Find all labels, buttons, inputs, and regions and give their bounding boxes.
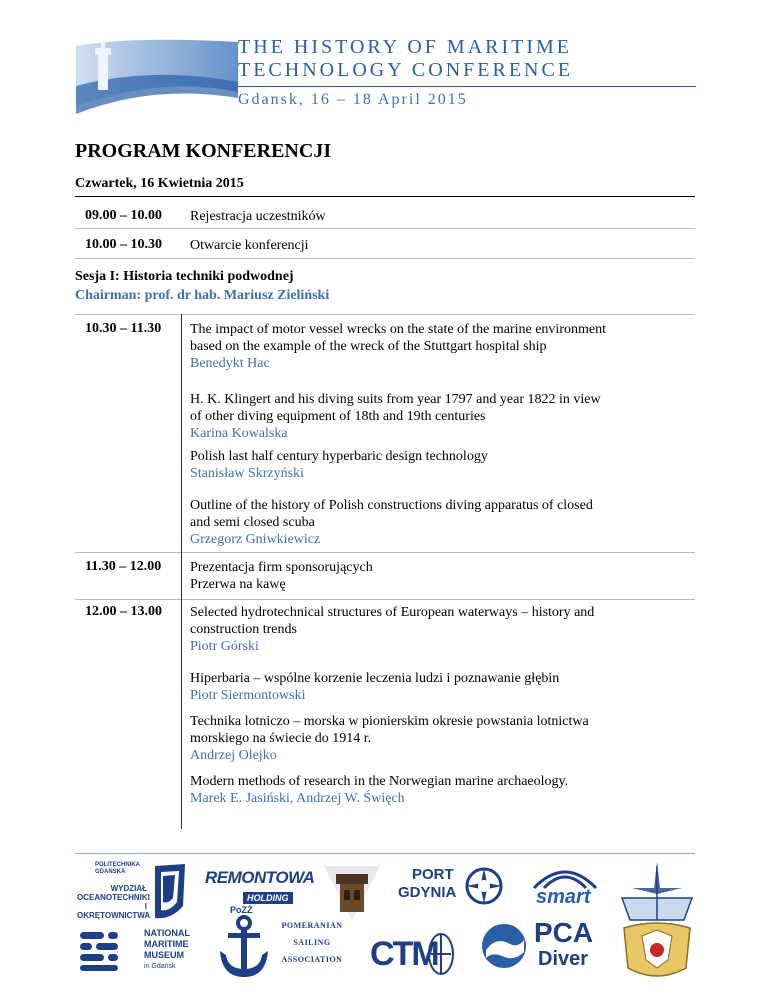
talk-title-line: Outline of the history of Polish constructions diving apparatus of closed (190, 498, 593, 513)
row-divider (75, 258, 695, 259)
talk-author: Piotr Górski (190, 639, 259, 654)
national-maritime-museum-logo (78, 928, 198, 983)
block-vertical-rule (181, 599, 182, 829)
pca-logo-line1: PCA (534, 917, 594, 948)
row-divider (75, 228, 695, 229)
talk-title-line: H. K. Klingert and his diving suits from year 1797 and year 1822 in view (190, 392, 601, 407)
port-logo-line2: GDYNIA (398, 884, 457, 901)
conference-title (238, 36, 573, 82)
session-chairman: Chairman: prof. dr hab. Mariusz Zieliński (75, 288, 330, 303)
conference-logo-icon (72, 36, 240, 118)
pg-shield-icon (153, 862, 187, 922)
port-logo-line1: PORT (412, 866, 454, 883)
talk-title-line: construction trends (190, 622, 297, 637)
talk (190, 713, 690, 764)
conference-title-line1: THE HISTORY OF MARITIME (238, 36, 573, 58)
talk-author: Stanisław Skrzyński (190, 466, 304, 481)
nmm-waves-icon (78, 930, 134, 972)
conference-title-line2: TECHNOLOGY CONFERENCE (238, 59, 574, 81)
talk-title-line: of other diving equipment of 18th and 19th centuries (190, 409, 486, 424)
time-slot: 10.00 – 10.30 (85, 237, 162, 252)
talk (190, 497, 690, 548)
talk-title-line: Technika lotniczo – morska w pionierskim okresie powstania lotnictwa (190, 714, 589, 729)
pomeranian-logo-line1: POMERANIAN (281, 921, 343, 930)
nmm-logo-line2: MARITIME (144, 939, 189, 949)
talk-author: Karina Kowalska (190, 426, 288, 441)
pg-faculty-logo (75, 860, 190, 925)
remontowa-logo-line2: HOLDING (243, 892, 293, 904)
smart-logo (522, 862, 610, 912)
day-title: Czwartek, 16 Kwietnia 2015 (75, 176, 244, 191)
program-title: PROGRAM KONFERENCJI (75, 140, 332, 162)
talk-title-line: Polish last half century hyperbaric design technology (190, 449, 488, 464)
time-slot: 12.00 – 13.00 (85, 604, 162, 619)
agenda-line: Przerwa na kawę (190, 577, 286, 592)
remontowa-logo-line1: REMONTOWA (205, 868, 315, 887)
talk (190, 448, 690, 482)
talk-title-line: Modern methods of research in the Norwegian marine archaeology. (190, 774, 569, 789)
pca-wave-icon (480, 922, 528, 970)
pomeranian-logo-line3: ASSOCIATION (281, 955, 343, 964)
crane-tower-icon (320, 860, 384, 922)
talk-title-line: based on the example of the wreck of the Stuttgart hospital ship (190, 339, 547, 354)
day-divider (75, 196, 695, 197)
talk (190, 604, 690, 655)
agenda-item: Rejestracja uczestników (190, 209, 326, 224)
footer-divider (75, 853, 695, 854)
talk (190, 391, 690, 442)
talk-author: Benedykt Hac (190, 356, 270, 371)
pomeranian-sailing-association-logo (278, 917, 346, 969)
time-slot: 10.30 – 11.30 (85, 321, 162, 336)
talk-author: Andrzej Olejko (190, 748, 277, 763)
pca-logo-line2: Diver (538, 948, 589, 970)
pg-logo-line2: GDAŃSKA (95, 869, 126, 875)
ctm-logo (370, 930, 460, 980)
pg-logo-line1: POLITECHNIKA (95, 862, 140, 868)
pomeranian-logo-line2: SAILING (293, 938, 331, 947)
anchor-icon (216, 915, 272, 981)
pozz-logo-text: PoZŻ (230, 905, 253, 915)
talk-title-line: Selected hydrotechnical structures of European waterways – history and (190, 605, 595, 620)
time-slot: 09.00 – 10.00 (85, 208, 162, 223)
talk-author: Marek E. Jasiński, Andrzej W. Święch (190, 791, 405, 806)
row-divider (75, 599, 695, 600)
pca-diver-logo (480, 918, 600, 978)
talk (190, 321, 690, 372)
row-divider (75, 552, 695, 553)
header-divider (238, 86, 696, 87)
time-slot: 11.30 – 12.00 (85, 559, 162, 574)
remontowa-holding-logo (205, 868, 315, 908)
agenda-item (190, 559, 690, 593)
block-vertical-rule (181, 552, 182, 599)
row-divider (75, 314, 695, 315)
talk (190, 670, 690, 704)
talk-title-line: and semi closed scuba (190, 515, 315, 530)
talk-title-line: Hiperbaria – wspólne korzenie leczenia ludzi i poznawanie głębin (190, 671, 560, 686)
nmm-logo-line1: NATIONAL (144, 928, 190, 938)
naval-academy-emblem-icon (612, 858, 702, 986)
talk (190, 773, 690, 807)
pg-logo-line3: WYDZIAŁ (110, 884, 147, 893)
smart-logo-text: smart (536, 886, 591, 908)
talk-title-line: The impact of motor vessel wrecks on the state of the marine environment (190, 322, 606, 337)
agenda-item: Otwarcie konferencji (190, 238, 309, 253)
port-gdynia-compass-icon (464, 866, 504, 906)
talk-author: Grzegorz Gniwkiewicz (190, 532, 321, 547)
talk-title-line: morskiego na świecie do 1914 r. (190, 731, 372, 746)
nmm-logo-line4: in Gdańsk (144, 963, 176, 970)
block-vertical-rule (181, 314, 182, 552)
agenda-line: Prezentacja firm sponsorujących (190, 560, 373, 575)
nmm-logo-line3: MUSEUM (144, 950, 184, 960)
ctm-emblem-icon (426, 930, 456, 978)
pg-logo-line4: OCEANOTECHNIKI (77, 893, 150, 902)
port-gdynia-logo (398, 864, 508, 910)
ctm-logo-text: CTM (370, 935, 438, 973)
conference-date: Gdansk, 16 – 18 April 2015 (238, 91, 468, 108)
pg-logo-line5: I OKRĘTOWNICTWA (77, 902, 151, 920)
talk-author: Piotr Siermontowski (190, 688, 306, 703)
pozz-logo (208, 905, 278, 983)
session-title: Sesja I: Historia techniki podwodnej (75, 269, 294, 284)
